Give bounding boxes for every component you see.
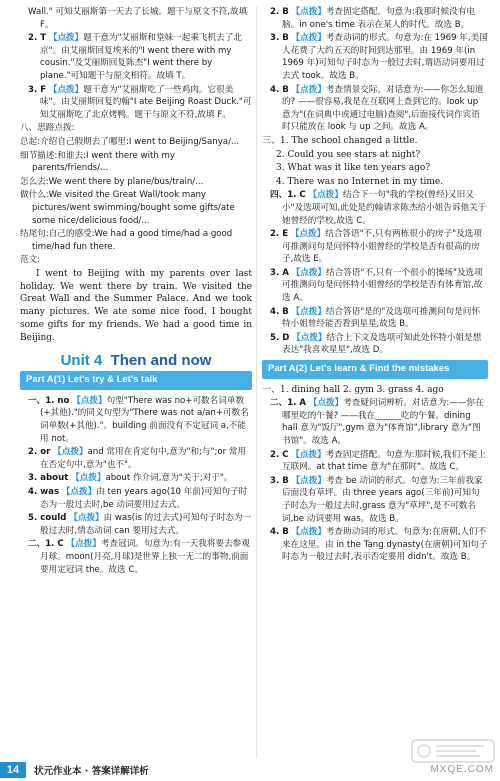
answer-explanation: 题干意为"艾丽斯吃了一些鸡肉。它很美味"。由艾丽斯回复约翰"I ate Beijing Roast Duck."可知艾丽斯吃了北京烤鸭。题干与原文不符,故填 F。	[40, 84, 252, 120]
answer-explanation: 结合答语"不,只有一个很小的操场"及选项可推测问句是问怀特小姐曾经的学校是否有体育馆,故选 A。	[282, 267, 483, 304]
answer-explanation: 结合答语"不,只有两栋很小的房子"及选项可推测问句是问怀特小姐曾经的学校是否有很高的房子,故选 E。	[282, 229, 482, 265]
section-heading: 八、思路点拨:	[20, 123, 75, 134]
unit-name: Then and now	[110, 351, 212, 369]
unit-title	[20, 351, 252, 369]
writing-tip: 怎么去:We went there by plane/bus/train/...	[20, 176, 204, 187]
hint-tag: 【点拨】	[291, 267, 327, 278]
answer-item	[20, 538, 252, 576]
sample-essay-label: 范文:	[20, 255, 41, 266]
hint-tag: 【点拨】	[291, 527, 326, 538]
writing-tip: 结尾句:自己的感受:We had a good time/had a good time/had fun there.	[20, 229, 233, 252]
hint-tag: 【点拨】	[53, 447, 88, 458]
hint-tag: 【点拨】	[61, 487, 97, 497]
sentence-answer: 4. There was no Internet in my time.	[276, 176, 444, 187]
answer-explanation: 考查情景交际。对话意为:——你怎么知道的? ——很容易,我是在互联网上查到它的。look up 意为"(在词典中或通过电脑)查阅",后面接代词作宾语时只能放在 look 与 up 之间。故选 A。	[282, 84, 484, 133]
answer-label: 2. B	[270, 7, 289, 17]
part-banner: Part A(2) Let's learn & Find the mistakes	[262, 360, 488, 379]
answer-continued: Wall." 可知艾丽斯第一天去了长城。题干与原文不符,故填 F。	[28, 7, 248, 30]
answer-explanation: 题干意为"艾丽斯和堂妹一起乘飞机去了北京"。由艾丽斯回复埃米的"I went there with my cousin."及艾丽斯回复陈杰"I went there by plane."可知题干与原文相符。故填 T。	[40, 33, 242, 81]
writing-tip: 总起:介绍自己假期去了哪里:I went to Beijing/Sanya/...	[20, 136, 240, 147]
hint-tag: 【点拨】	[69, 513, 104, 524]
answer-item	[20, 395, 252, 445]
hint-tag: 【点拨】	[291, 449, 326, 460]
answer-item	[20, 84, 252, 122]
answer-label: 3. B	[270, 475, 289, 486]
sample-essay: I went to Beijing with my parents over last holiday. We went there by train. We visited the Great Wall and the Summer Palace. And we took many pictures. We ate some nice food. I bought some gifts for my friends. We had a good time in Beijing.	[20, 268, 252, 343]
answer-label: 3. B	[270, 33, 289, 44]
answer-explanation: 结合上下文及选项可知此处怀特小姐是想表达"我喜欢星星",故选 D。	[282, 332, 482, 356]
answer-item	[20, 472, 252, 485]
book-title: 状元作业本 · 答案详解详析	[34, 766, 149, 777]
answer-label: 4. B	[270, 527, 289, 538]
hint-tag: 【点拨】	[308, 190, 343, 201]
answer-explanation: 结合下一句"我的学校(曾经)又旧又小"及选项可知,此处是约翰请求陈杰给小姐告诉他关于她曾经的学校,故选 C。	[282, 190, 487, 226]
answer-item	[262, 332, 488, 357]
page-footer	[0, 760, 500, 781]
answer-item	[262, 32, 488, 82]
answer-item	[262, 267, 488, 305]
column-divider	[256, 6, 257, 758]
hint-tag: 【点拨】	[308, 398, 344, 409]
answer-label: 2. T	[28, 33, 47, 44]
answer-label: 4. was	[28, 487, 60, 497]
answer-explanation: 考查冠词。句意为:有一天我将要去参观月球。moon(月亮,月球)是世界上独一无二的事物,前面要用定冠词 the。故选 C。	[40, 539, 250, 575]
hint-tag: 【点拨】	[290, 229, 326, 240]
right-column	[262, 6, 488, 565]
answer-label: 4. B	[270, 84, 289, 95]
hint-tag: 【点拨】	[66, 539, 101, 550]
hint-tag: 【点拨】	[71, 473, 106, 484]
answer-label: 2. C	[270, 449, 289, 460]
answer-item	[262, 526, 488, 564]
answer-explanation: 由 was(is 的过去式)可知句子时态为一般过去时,情态动词 can 要用过去式。	[40, 513, 252, 536]
answer-label: 二、1. C	[28, 539, 64, 550]
answer-label: 2. or	[28, 447, 51, 458]
page-number: 14	[0, 762, 26, 778]
answer-label: 5. could	[28, 513, 67, 524]
answer-item	[262, 6, 488, 31]
answer-item	[262, 397, 488, 447]
answer-item	[20, 512, 252, 537]
answer-label: 3. F	[28, 84, 47, 95]
answer-item	[20, 486, 252, 511]
hint-tag: 【点拨】	[291, 84, 326, 95]
hint-tag: 【点拨】	[48, 84, 84, 95]
answer-label: 4. B	[270, 306, 289, 317]
answer-item	[20, 446, 252, 471]
answer-explanation: 考查固定搭配。句意为:那时候,我们不能上互联网。at that time 意为"在那时"。故选 C。	[282, 449, 486, 473]
hint-tag: 【点拨】	[48, 33, 84, 44]
answer-explanation: 考查疑问词辨析。对话意为:——你在哪里吃的午餐? ——我在______吃的午餐。dining hall 意为"饭厅",gym 意为"体育馆",library 意为"图书馆"。故选 A。	[282, 398, 484, 446]
answer-item	[262, 228, 488, 266]
answer-explanation: 由 ten years ago(10 年前)可知句子时态为一般过去时,be 动词要用过去式。	[40, 487, 248, 510]
answer-explanation: 考查助动词的形式。句意为:在唐朝,人们不来在这里。由 in the Tang dynasty(在唐朝)可知句子时态为一般过去时,表示否定要用 didn't。故选 B。	[282, 527, 488, 563]
answer-item	[262, 306, 488, 331]
answer-label: 一、1. no	[28, 395, 70, 406]
sentence-answer: 2. Could you see stars at night?	[276, 149, 421, 160]
left-column	[20, 6, 252, 577]
answer-explanation: 考查 be 动词的形式。句意为:三年前我家后面没有草坪。由 three years ago(三年前)可知句子时态为一般过去时,grass 意为"草坪",是不可数名词,be 动词要用 was。故选 B。	[282, 475, 483, 524]
vocab-answers: 一、1. dining hall 2. gym 3. grass 4. ago	[262, 384, 444, 395]
answer-label: 3. about	[28, 473, 69, 484]
answer-explanation: 考查动词的形式。句意为:在 1969 年,美国人花费了大约五天的时间到达那里。由 1969 年(in 1969 年)可知句子时态为一般过去时,谓语动词要用过去式 took。故选 B。	[282, 33, 488, 81]
sentence-answer: 3. What was it like ten years ago?	[276, 163, 431, 174]
answer-explanation: 结合答语"是的"及选项可推测问句是问怀特小姐曾经能否看到星星,故选 B。	[282, 306, 480, 330]
hint-tag: 【点拨】	[72, 395, 107, 406]
unit-number: Unit 4	[60, 351, 103, 369]
hint-tag: 【点拨】	[291, 7, 326, 17]
answer-label: 二、1. A	[270, 398, 307, 409]
answer-explanation: 句型"There was no+可数名词单数(+其他)."的同义句型为"There was not a/an+可数名词单数(+其他)."。building 前面没有不定冠词 a,不能用 not。	[40, 395, 249, 444]
hint-tag: 【点拨】	[291, 306, 326, 317]
answer-item	[262, 449, 488, 474]
answer-label: 3. A	[270, 267, 289, 278]
answer-explanation: about 作介词,意为"关于;对于"。	[105, 473, 233, 484]
answer-item	[262, 189, 488, 227]
answer-item	[262, 84, 488, 134]
writing-tip: 做什么:We visited the Great Wall/took many pictures/went swimming/bought some gifts/ate some nice/delicious food/...	[20, 190, 235, 226]
answer-item	[262, 475, 488, 525]
hint-tag: 【点拨】	[291, 33, 326, 44]
answer-label: 5. D	[270, 332, 290, 343]
hint-tag: 【点拨】	[291, 475, 326, 486]
answer-label: 2. E	[270, 229, 289, 240]
watermark-text: MXQE.COM	[430, 764, 494, 775]
answer-explanation: and 常用在肯定句中,意为"和;与";or 常用在否定句中,意为"也不"。	[40, 447, 247, 470]
answer-item	[20, 32, 252, 82]
hint-tag: 【点拨】	[292, 332, 327, 343]
part-banner: Part A(1) Let's try & Let's talk	[20, 371, 252, 390]
answer-explanation: 考查固定搭配。句意为:我那时候没有电脑。in one's time 表示在某人的时代。故选 B。	[282, 7, 475, 30]
answer-label: 四、1. C	[270, 190, 306, 201]
sentence-answer: 三、1. The school changed a little.	[262, 135, 418, 146]
writing-tip: 细节描述:和谁去:I went there with my parents/friends/...	[20, 150, 175, 174]
